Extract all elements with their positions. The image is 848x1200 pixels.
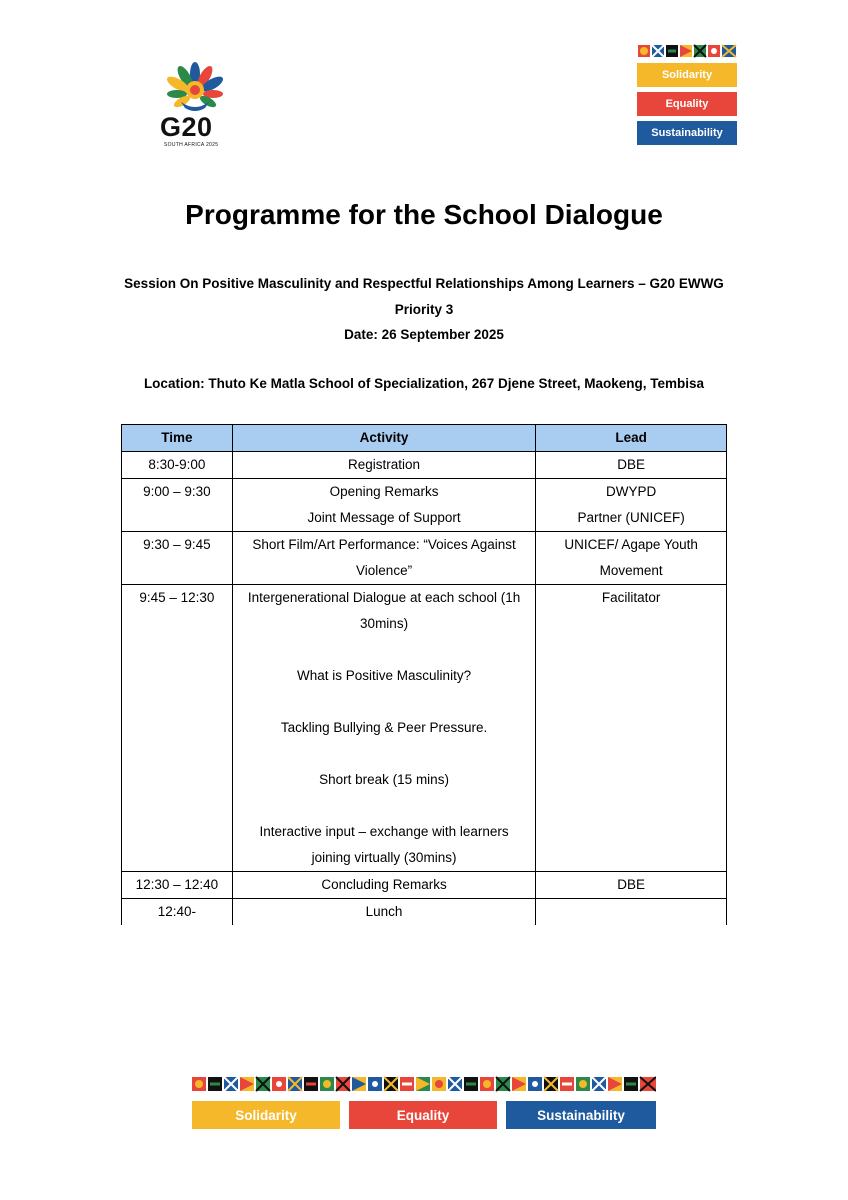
time-cell: 9:45 – 12:30 (122, 585, 233, 872)
lead-line: DBE (617, 457, 646, 472)
badge-sustainability: Sustainability (637, 121, 737, 145)
activity-cell (232, 452, 535, 479)
date-line: Date: 26 September 2025 (344, 327, 504, 342)
table-row (122, 479, 727, 532)
lead-line: DWYPD (606, 484, 657, 499)
lead-line: Partner (UNICEF) (577, 510, 685, 525)
activity-line: Tackling Bullying & Peer Pressure. (280, 720, 488, 735)
activity-cell (232, 899, 535, 926)
lead-line: DBE (617, 877, 646, 892)
activity-line: Interactive input – exchange with learners (259, 824, 509, 839)
footer-solidarity: Solidarity (192, 1101, 340, 1129)
activity-line: Concluding Remarks (321, 877, 447, 892)
activity-line: Registration (348, 457, 421, 472)
activity-line: Violence” (356, 563, 413, 578)
table-header-row (122, 425, 727, 452)
time-cell: 12:30 – 12:40 (122, 872, 233, 899)
top-theme-badge (637, 44, 737, 145)
time-cell: 9:00 – 9:30 (122, 479, 233, 532)
activity-line: Short break (15 mins) (319, 772, 449, 787)
programme-table (121, 424, 727, 925)
priority-line: Priority 3 (394, 302, 454, 317)
activity-line: 30mins) (360, 616, 409, 631)
lead-cell (536, 479, 727, 532)
footer-sustainability: Sustainability (506, 1101, 656, 1129)
activity-cell (232, 872, 535, 899)
activity-cell (232, 479, 535, 532)
location-line: Location: Thuto Ke Matla School of Specialization, 267 Djene Street, Maokeng, Tembisa (143, 376, 705, 391)
g20-wordmark: G20 (160, 112, 213, 142)
activity-line: Joint Message of Support (307, 510, 461, 525)
g20-subtitle: SOUTH AFRICA 2025 (164, 142, 219, 148)
time-cell: 8:30-9:00 (122, 452, 233, 479)
lead-cell (536, 585, 727, 872)
footer-labels (192, 1101, 656, 1129)
table-row (122, 532, 727, 585)
activity-line: What is Positive Masculinity? (297, 668, 472, 683)
activity-line: Intergenerational Dialogue at each school (1h (247, 590, 521, 605)
lead-cell (536, 899, 727, 926)
spacer (233, 741, 535, 767)
lead-cell (536, 532, 727, 585)
protea-flower-icon (155, 60, 235, 120)
lead-line: Movement (599, 563, 663, 578)
time-cell: 12:40- (122, 899, 233, 926)
badge-solidarity: Solidarity (637, 63, 737, 87)
lead-cell (536, 872, 727, 899)
activity-line: Opening Remarks (329, 484, 439, 499)
footer-theme-banner (192, 1076, 656, 1129)
header-time: Time (122, 425, 233, 452)
activity-cell (232, 532, 535, 585)
header-lead: Lead (536, 425, 727, 452)
spacer (233, 793, 535, 819)
badge-equality: Equality (637, 92, 737, 116)
pattern-strip-icon (637, 44, 737, 58)
table-row (122, 899, 727, 926)
lead-line: Facilitator (601, 590, 661, 605)
activity-line: Lunch (365, 904, 403, 919)
pattern-strip-icon (192, 1076, 656, 1092)
page-title: Programme for the School Dialogue (185, 199, 663, 230)
activity-cell (232, 585, 535, 872)
footer-equality: Equality (349, 1101, 497, 1129)
header-activity: Activity (232, 425, 535, 452)
spacer (233, 689, 535, 715)
activity-line: Short Film/Art Performance: “Voices Against (252, 537, 516, 552)
session-subtitle: Session On Positive Masculinity and Respectful Relationships Among Learners – G20 EWWG (124, 276, 724, 291)
table-row (122, 452, 727, 479)
activity-line: joining virtually (30mins) (311, 850, 457, 865)
lead-line: UNICEF/ Agape Youth (564, 537, 698, 552)
time-cell: 9:30 – 9:45 (122, 532, 233, 585)
table-row (122, 585, 727, 872)
spacer (233, 637, 535, 663)
lead-cell (536, 452, 727, 479)
table-row (122, 872, 727, 899)
